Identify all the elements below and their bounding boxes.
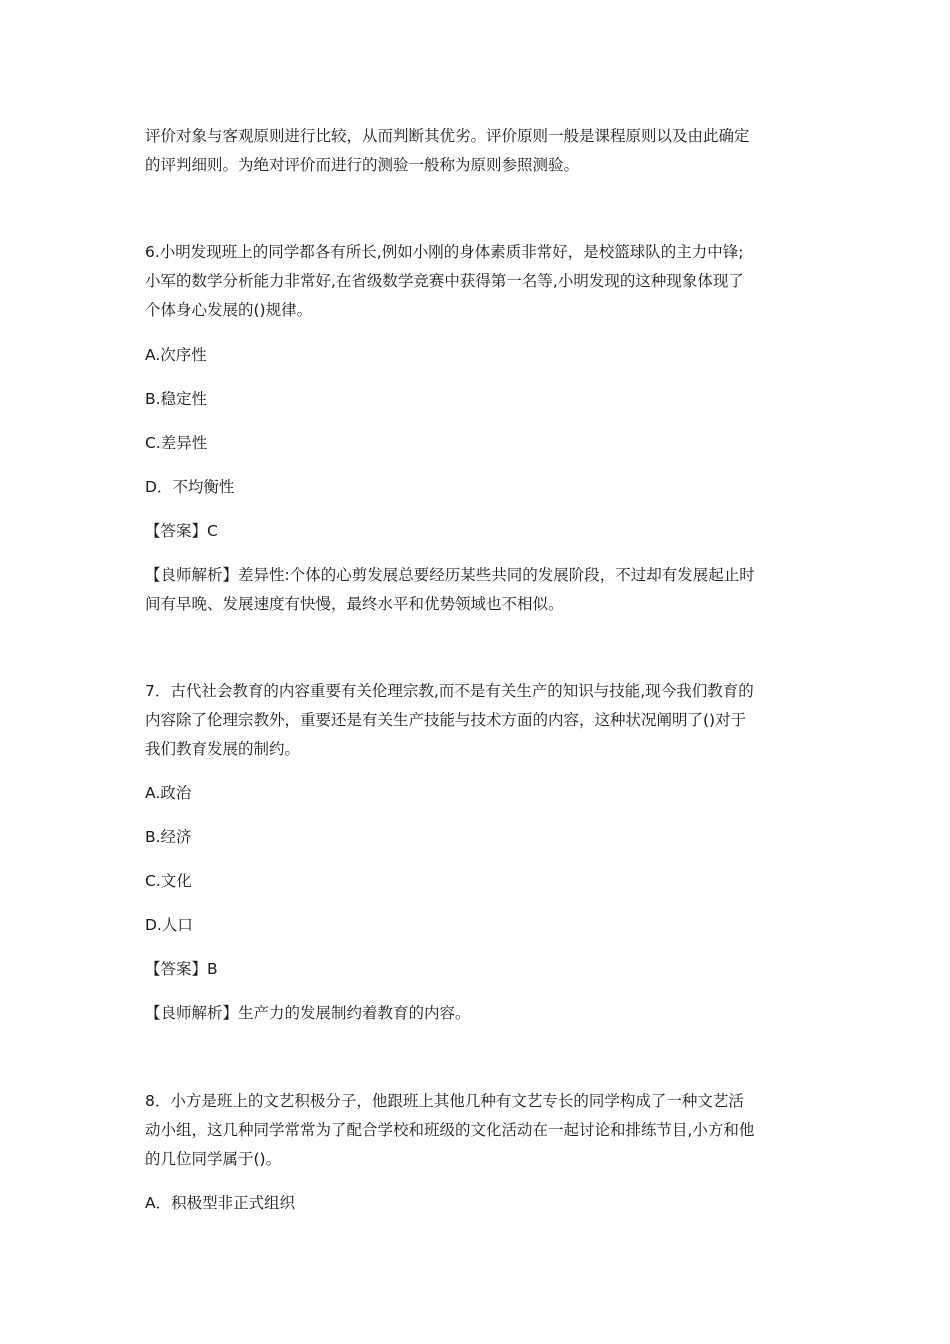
question-7-option-c — [145, 867, 810, 896]
question-7-option-d — [145, 911, 810, 940]
question-6-analysis — [145, 561, 810, 619]
analysis-line: 【良师解析】差异性:个体的心剪发展总要经历某些共同的发展阶段，不过却有发展起止时 — [145, 566, 755, 584]
answer-text: 【答案】B — [145, 960, 218, 978]
question-6-answer — [145, 517, 810, 546]
option-text: D.人口 — [145, 916, 193, 934]
question-stem-line: 我们教育发展的制约。 — [145, 740, 301, 758]
question-stem-line: 7．古代社会教育的内容重要有关伦理宗教,而不是有关生产的知识与技能,现今我们教育的 — [145, 682, 754, 700]
question-7-option-b — [145, 823, 810, 852]
option-text: B.稳定性 — [145, 390, 208, 408]
option-text: B.经济 — [145, 828, 192, 846]
question-stem-line: 8．小方是班上的文艺积极分子，他跟班上其他几种有文艺专长的同学构成了一种文艺活 — [145, 1092, 744, 1110]
question-8-option-a — [145, 1189, 810, 1218]
question-6-option-c — [145, 429, 810, 458]
option-text: A．积极型非正式组织 — [145, 1194, 296, 1212]
answer-text: 【答案】C — [145, 522, 218, 540]
question-stem-line: 6.小明发现班上的同学都各有所长,例如小刚的身体素质非常好，是校篮球队的主力中锋; — [145, 243, 744, 261]
question-stem-line: 个体身心发展的()规律。 — [145, 301, 313, 319]
option-text: A.政治 — [145, 784, 192, 802]
question-stem-line: 的几位同学属于()。 — [145, 1150, 282, 1168]
option-text: D．不均衡性 — [145, 478, 235, 496]
option-text: C.差异性 — [145, 434, 208, 452]
analysis-line: 【良师解析】生产力的发展制约着教育的内容。 — [145, 1004, 471, 1022]
intro-paragraph — [145, 122, 810, 180]
question-7-option-a — [145, 779, 810, 808]
question-7-stem — [145, 677, 810, 764]
question-stem-line: 动小组，这几种同学常常为了配合学校和班级的文化活动在一起讨论和排练节目,小方和他 — [145, 1121, 755, 1139]
analysis-line: 间有早晚、发展速度有快慢，最终水平和优势领域也不相似。 — [145, 595, 564, 613]
question-6-option-d — [145, 473, 810, 502]
question-stem-line: 小军的数学分析能力非常好,在省级数学竞赛中获得第一名等,小明发现的这种现象体现了 — [145, 272, 744, 290]
question-7-analysis — [145, 999, 810, 1028]
question-stem-line: 内容除了伦理宗教外，重要还是有关生产技能与技术方面的内容，这种状况阐明了()对于 — [145, 711, 747, 729]
question-8-stem — [145, 1087, 810, 1174]
intro-line: 评价对象与客观原则进行比较，从而判断其优劣。评价原则一般是课程原则以及由此确定 — [145, 127, 750, 145]
option-text: A.次序性 — [145, 346, 207, 364]
question-6-option-b — [145, 385, 810, 414]
question-6-option-a — [145, 341, 810, 370]
option-text: C.文化 — [145, 872, 192, 890]
question-7-answer — [145, 955, 810, 984]
intro-line: 的评判细则。为绝对评价而进行的测验一般称为原则参照测验。 — [145, 156, 580, 174]
question-6-stem — [145, 238, 810, 325]
